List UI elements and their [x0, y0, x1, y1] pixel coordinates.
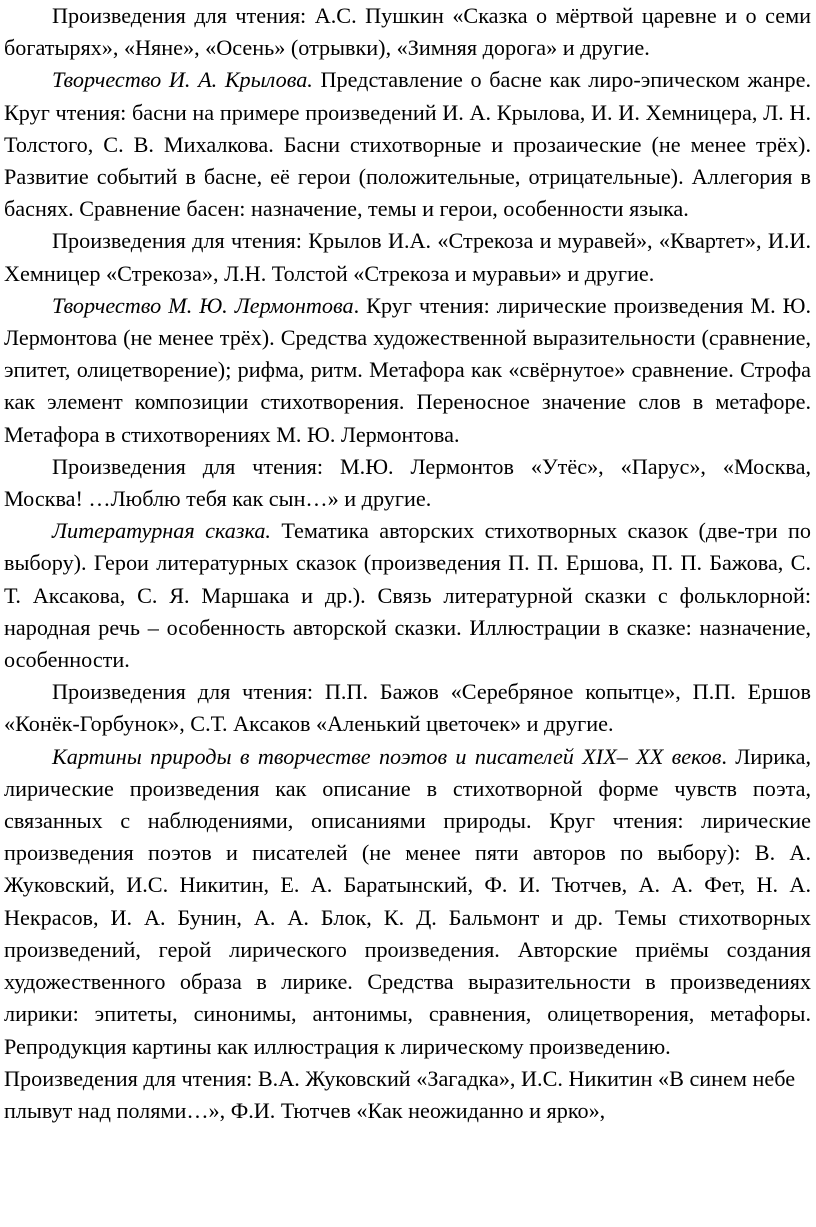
paragraph-text: Произведения для чтения: В.А. Жуковский «Загадка», И.С. Никитин «В синем небе плывут над полями…», Ф.И. Тютчев «Как неожиданно и ярко», [4, 1065, 796, 1123]
section-heading-nature: Картины природы в творчестве поэтов и писателей XIX– XX веков [52, 743, 722, 769]
paragraph-text: Произведения для чтения: А.С. Пушкин «Сказка о мёртвой царевне и о семи богатырях», «Няне», «Осень» (отрывки), «Зимняя дорога» и другие. [4, 3, 811, 61]
paragraph-3 [4, 225, 811, 289]
paragraph-6 [4, 515, 811, 676]
paragraph-text: . Лирика, лирические произведения как описание в стихотворной форме чувств поэта, связанных с наблюдениями, описаниями природы. Круг чтения: лирические произведения поэтов и писателей (не менее пяти авторов по выбору): В. А. Жуковский, И.С. Никитин, Е. А. Баратынский, Ф. И. Тютчев, А. А. Фет, Н. А. Некрасов, И. А. Бунин, А. А. Блок, К. Д. Бальмонт и др. Темы стихотворных произведений, герой лирического произведения. Авторские приёмы создания художественного образа в лирике. Средства выразительности в произведениях лирики: эпитеты, синонимы, антонимы, сравнения, олицетворения, метафоры. Репродукция картины как иллюстрация к лирическому произведению. [4, 743, 811, 1059]
paragraph-text: Произведения для чтения: Крылов И.А. «Стрекоза и муравей», «Квартет», И.И. Хемницер «Стрекоза», Л.Н. Толстой «Стрекоза и муравьи» и другие. [4, 228, 811, 286]
paragraph-text: . Круг чтения: лирические произведения М. Ю. Лермонтова (не менее трёх). Средства художественной выразительности (сравнение, эпитет, олицетворение); рифма, ритм. Метафора как «свёрнутое» сравнение. Строфа как элемент композиции стихотворения. Переносное значение слов в метафоре. Метафора в стихотворениях М. Ю. Лермонтова. [4, 292, 811, 447]
paragraph-text: Представление о басне как лиро-эпическом жанре. Круг чтения: басни на примере произведений И. А. Крылова, И. И. Хемницера, Л. Н. Толстого, С. В. Михалкова. Басни стихотворные и прозаические (не менее трёх). Развитие событий в басне, её герои (положительные, отрицательные). Аллегория в баснях. Сравнение басен: назначение, темы и герои, особенности языка. [4, 67, 812, 222]
paragraph-text: Произведения для чтения: М.Ю. Лермонтов «Утёс», «Парус», «Москва, Москва! …Люблю тебя как сын…» и другие. [4, 453, 811, 512]
paragraph-7 [4, 676, 811, 740]
section-heading-krylov: Творчество И. А. Крылова. [52, 67, 313, 93]
paragraph-5 [4, 451, 811, 515]
paragraph-9 [4, 1063, 811, 1127]
paragraph-1 [4, 0, 811, 64]
section-heading-literary-tale: Литературная сказка. [52, 518, 271, 544]
paragraph-2 [4, 64, 811, 225]
paragraph-text: Тематика авторских стихотворных сказок (две-три по выбору). Герои литературных сказок (произведения П. П. Ершова, П. П. Бажова, С. Т. Аксакова, С. Я. Маршака и др.). Связь литературной сказки с фольклорной: народная речь – особенность авторской сказки. Иллюстрации в сказке: назначение, особенности. [4, 518, 811, 673]
section-heading-lermontov: Творчество М. Ю. Лермонтова [52, 292, 354, 318]
paragraph-4 [4, 290, 811, 451]
paragraph-text: Произведения для чтения: П.П. Бажов «Серебряное копытце», П.П. Ершов «Конёк-Горбунок», С.Т. Аксаков «Аленький цветочек» и другие. [4, 679, 811, 737]
paragraph-8 [4, 741, 811, 1063]
